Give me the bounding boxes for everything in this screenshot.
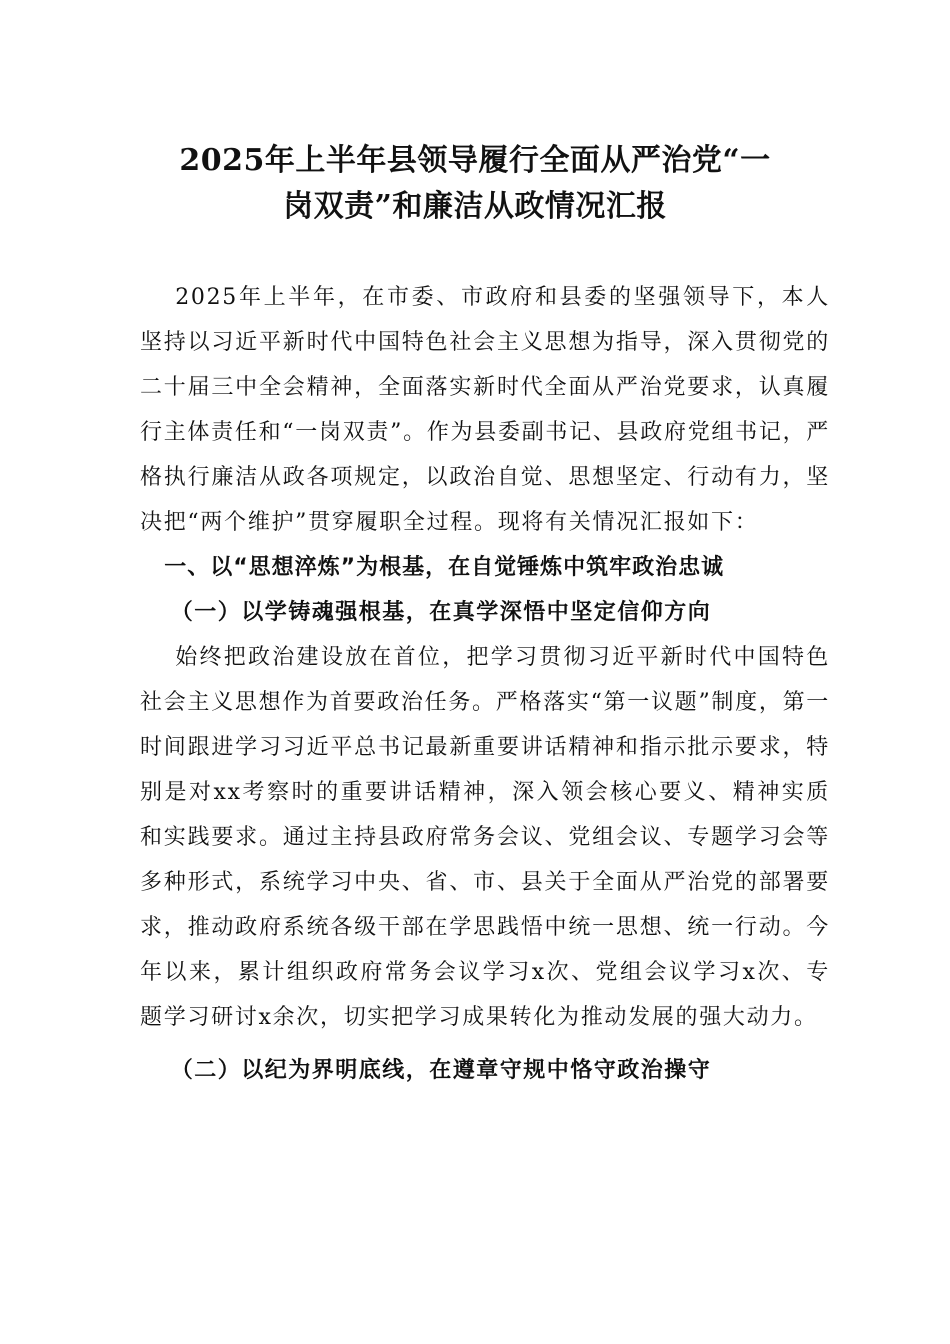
subsection-1-paragraph: 始终把政治建设放在首位，把学习贯彻习近平新时代中国特色社会主义思想作为首要政治任务。严格落实“第一议题”制度，第一时间跟进学习习近平总书记最新重要讲话精神和指示批示要求，特别是对xx考察时的重要讲话精神，深入领会核心要义、精神实质和实践要求。通过主持县政府常务会议、党组会议、专题学习会等多种形式，系统学习中央、省、市、县关于全面从严治党的部署要求，推动政府系统各级干部在学思践悟中统一思想、统一行动。今年以来，累计组织政府常务会议学习x次、党组会议学习x次、专题学习研讨x余次，切实把学习成果转化为推动发展的强大动力。: [140, 645, 830, 1030]
document-body: [140, 275, 830, 1093]
section-1-heading: 一、以“思想淬炼”为根基，在自觉锤炼中筑牢政治忠诚: [164, 555, 725, 580]
title-line-2: 岗双责”和廉洁从政情况汇报: [283, 189, 667, 224]
title-line-1: 2025年上半年县领导履行全面从严治党“一: [179, 143, 771, 178]
document-title: [130, 138, 820, 230]
intro-paragraph: 2025年上半年，在市委、市政府和县委的坚强领导下，本人坚持以习近平新时代中国特色社会主义思想为指导，深入贯彻党的二十届三中全会精神，全面落实新时代全面从严治党要求，认真履行主体责任和“一岗双责”。作为县委副书记、县政府党组书记，严格执行廉洁从政各项规定，以政治自觉、思想坚定、行动有力，坚决把“两个维护”贯穿履职全过程。现将有关情况汇报如下：: [140, 285, 830, 535]
subsection-1-heading: （一）以学铸魂强根基，在真学深悟中坚定信仰方向: [170, 599, 712, 625]
subsection-2-heading: （二）以纪为界明底线，在遵章守规中恪守政治操守: [170, 1057, 712, 1083]
